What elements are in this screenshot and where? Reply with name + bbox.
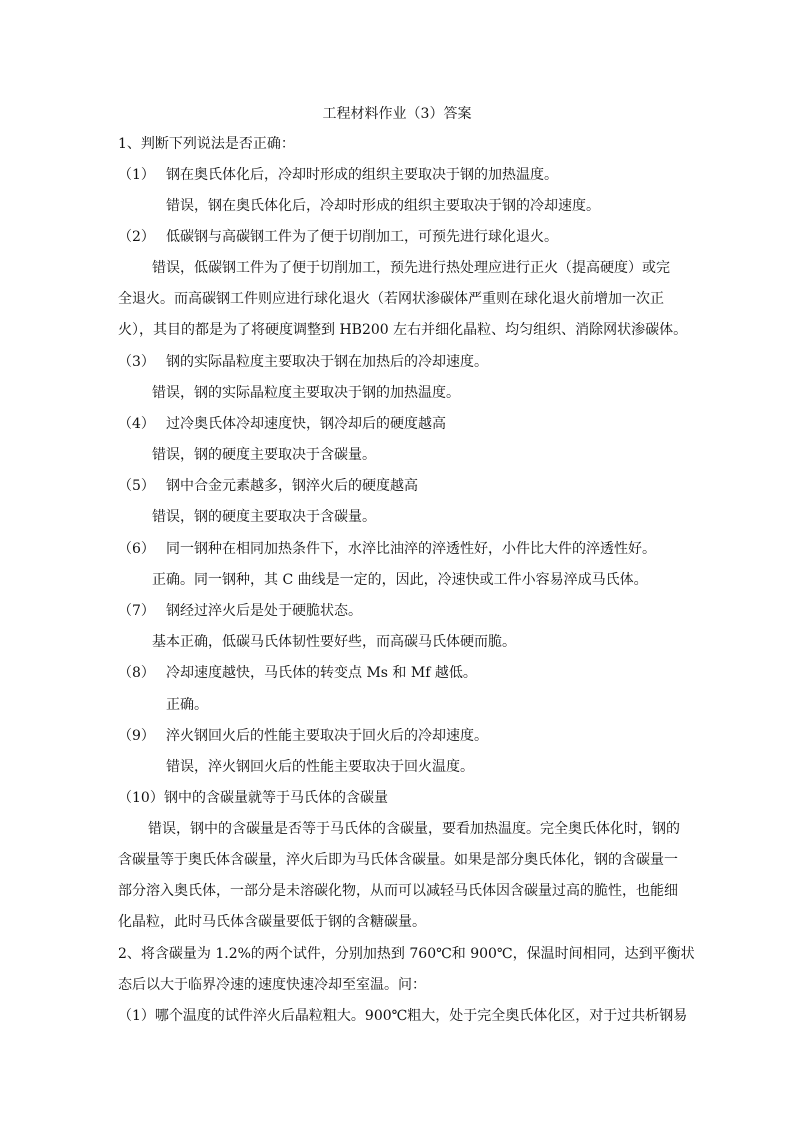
answer-8-line-1: 正确。: [166, 697, 208, 713]
statement-number: （3）: [118, 354, 155, 370]
statement-text: 钢在奥氏体化后，冷却时形成的组织主要取决于钢的加热温度。: [166, 167, 558, 183]
statement-number: （4）: [118, 416, 155, 432]
answer-2-line-2: 全退火。而高碳钢工件则应进行球化退火（若网状渗碳体严重则在球化退火前增加一次正: [118, 291, 664, 307]
answer-9-line-1: 错误，淬火钢回火后的性能主要取决于回火温度。: [166, 759, 474, 775]
statement-6: [118, 539, 656, 559]
answer-4-line-1: 错误，钢的硬度主要取决于含碳量。: [152, 447, 376, 463]
statement-7: [118, 601, 362, 621]
question-2-line-1: 2、将含碳量为 1.2%的两个试件，分别加热到 760℃和 900℃，保温时间相同，达到平衡状: [118, 946, 695, 962]
statement-number: （8）: [118, 665, 155, 681]
statement-4: [118, 414, 446, 434]
statement-2: [118, 227, 558, 247]
answer-10-line-2: 含碳量等于奥氏体含碳量，淬火后即为马氏体含碳量。如果是部分奥氏体化，钢的含碳量一: [118, 852, 678, 868]
statement-number: （10）: [118, 790, 164, 806]
question-2-line-3: （1）哪个温度的试件淬火后晶粒粗大。900℃粗大，处于完全奥氏体化区，对于过共析钢易: [118, 1008, 688, 1024]
question-2-line-2: 态后以大于临界冷速的速度快速冷却至室温。问：: [118, 977, 426, 993]
statement-5: [118, 476, 418, 496]
statement-number: （1）: [118, 167, 155, 183]
statement-text: 钢的实际晶粒度主要取决于钢在加热后的冷却速度。: [166, 354, 488, 370]
statement-10: [118, 788, 388, 808]
statement-text: 过冷奥氏体冷却速度快，钢冷却后的硬度越高: [166, 416, 446, 432]
answer-6-line-1: 正确。同一钢种，其 C 曲线是一定的，因此，冷速快或工件小容易淬成马氏体。: [152, 572, 648, 588]
answer-2-line-3: 火），其目的都是为了将硬度调整到 HB200 左右并细化晶粒、均匀组织、消除网状渗碳体。: [118, 322, 688, 338]
answer-10-line-1: 错误，钢中的含碳量是否等于马氏体的含碳量，要看加热温度。完全奥氏体化时，钢的: [148, 821, 680, 837]
statement-number: （2）: [118, 229, 155, 245]
statement-8: [118, 663, 477, 683]
statement-number: （7）: [118, 603, 155, 619]
answer-2-line-1: 错误，低碳钢工件为了便于切削加工，预先进行热处理应进行正火（提高硬度）或完: [152, 260, 670, 276]
answer-1-line-1: 错误，钢在奥氏体化后，冷却时形成的组织主要取决于钢的冷却速度。: [166, 198, 600, 214]
page-title: 工程材料作业（3）答案: [322, 106, 472, 122]
answer-7-line-1: 基本正确，低碳马氏体韧性要好些，而高碳马氏体硬而脆。: [152, 634, 516, 650]
statement-text: 同一钢种在相同加热条件下，水淬比油淬的淬透性好，小件比大件的淬透性好。: [166, 541, 656, 557]
statement-text: 钢中合金元素越多，钢淬火后的硬度越高: [166, 478, 418, 494]
statement-number: （5）: [118, 478, 155, 494]
statement-9: [118, 726, 488, 746]
statement-text: 淬火钢回火后的性能主要取决于回火后的冷却速度。: [166, 728, 488, 744]
answer-5-line-1: 错误，钢的硬度主要取决于含碳量。: [152, 509, 376, 525]
statement-number: （9）: [118, 728, 155, 744]
statement-text: 低碳钢与高碳钢工件为了便于切削加工，可预先进行球化退火。: [166, 229, 558, 245]
statement-text: 钢经过淬火后是处于硬脆状态。: [166, 603, 362, 619]
statement-1: [118, 165, 558, 185]
answer-10-line-4: 化晶粒，此时马氏体含碳量要低于钢的含糖碳量。: [118, 914, 426, 930]
answer-3-line-1: 错误，钢的实际晶粒度主要取决于钢的加热温度。: [152, 385, 460, 401]
answer-10-line-3: 部分溶入奥氏体，一部分是未溶碳化物，从而可以减轻马氏体因含碳量过高的脆性，也能细: [118, 883, 678, 899]
statement-3: [118, 352, 488, 372]
statement-number: （6）: [118, 541, 155, 557]
question-1-heading: 1、判断下列说法是否正确：: [118, 136, 295, 152]
statement-text: 钢中的含碳量就等于马氏体的含碳量: [164, 790, 388, 806]
statement-text: 冷却速度越快，马氏体的转变点 Ms 和 Mf 越低。: [166, 665, 477, 681]
